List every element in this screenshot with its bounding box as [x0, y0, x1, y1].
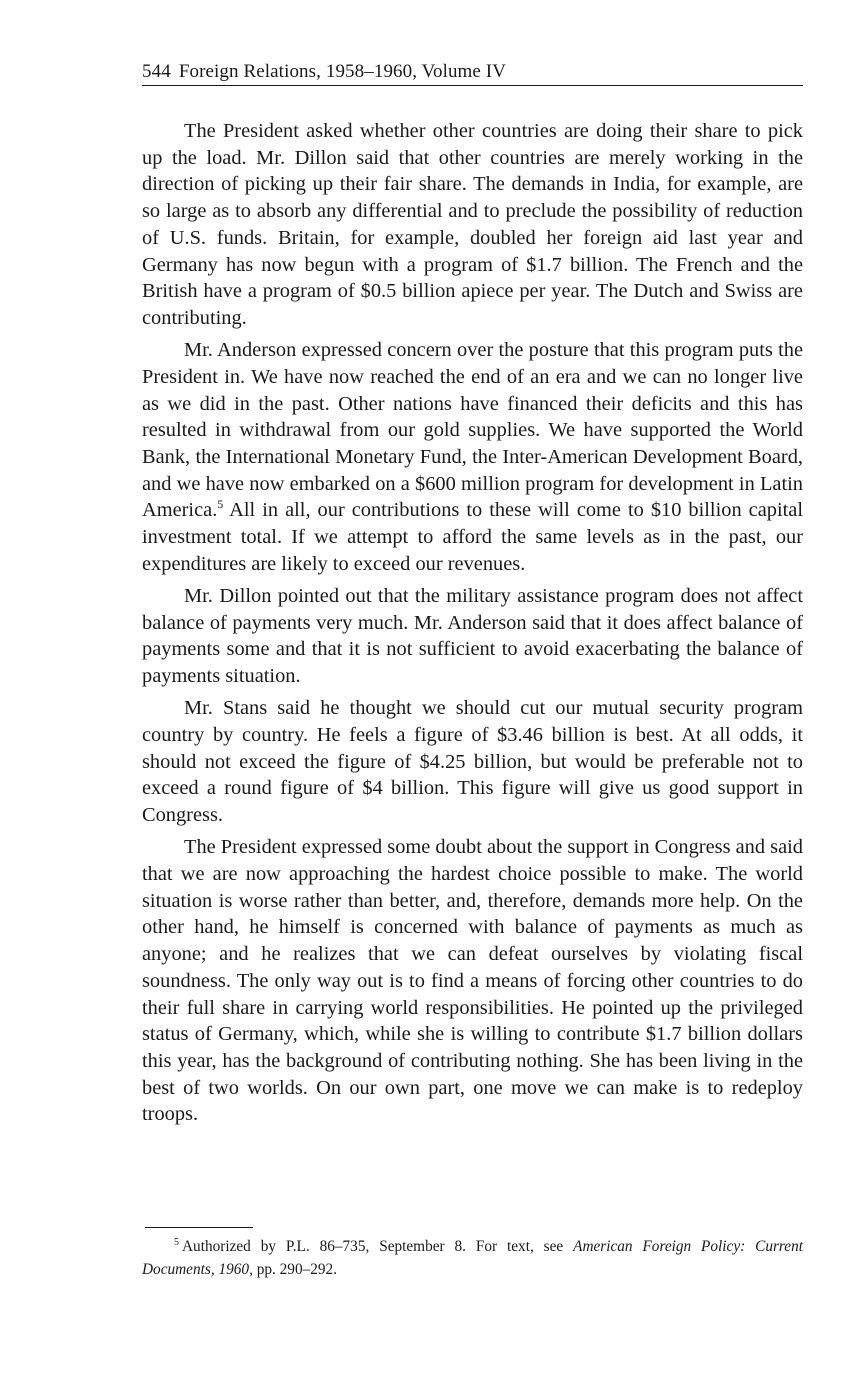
footnote-reference-5: 5: [217, 497, 224, 512]
page-number: 544: [142, 61, 171, 82]
footnote-text-before: Authorized by P.L. 86–735, September 8. For text, see: [182, 1238, 574, 1255]
paragraph-2: [142, 337, 803, 577]
footnote-mark: 5: [174, 1237, 179, 1248]
paragraph-1: The President asked whether other countries are doing their share to pick up the load. Mr. Dillon said that other countries are merely working in the direction of picking up their fair share. The demands in India, for example, are so large as to absorb any differential and to preclude the possibility of reduction of U.S. funds. Britain, for example, doubled her foreign aid last year and Germany has now begun with a program of $1.7 billion. The French and the British have a program of $0.5 billion apiece per year. The Dutch and Swiss are contributing.: [142, 120, 803, 329]
document-page: [142, 60, 803, 1128]
footnote-divider: [145, 1227, 253, 1228]
footnote-5: [142, 1236, 803, 1281]
volume-title: Foreign Relations, 1958–1960, Volume IV: [178, 61, 507, 82]
paragraph-5: The President expressed some doubt about the support in Congress and said that we are now approaching the hardest choice possible to make. The world situation is worse rather than better, and, therefore, demands more help. On the other hand, he himself is concerned with balance of payments as much as anyone; and he realizes that we can defeat ourselves by violating fiscal soundness. The only way out is to find a means of forcing other countries to do their full share in carrying world responsibilities. He pointed up the privileged status of Germany, which, while she is willing to contribute $1.7 billion dollars this year, has the background of contributing nothing. She has been living in the best of two worlds. On our own part, one move we can make is to redeploy troops.: [142, 836, 803, 1126]
paragraph-2-text-after: All in all, our contributions to these will come to $10 billion capital investment total. If we attempt to afford the same levels as in the past, our expenditures are likely to exceed our revenues.: [142, 499, 803, 575]
footnote-source-title: American Foreign Policy: Current Documents, 1960,: [142, 1238, 803, 1278]
paragraph-3: Mr. Dillon pointed out that the military assistance program does not affect balance of payments very much. Mr. Anderson said that it does affect balance of payments some and that it is not sufficient to avoid exacerbating the balance of payments situation.: [142, 584, 803, 688]
body-text: [142, 118, 803, 1128]
running-header: [142, 60, 803, 86]
paragraph-2-text-before: Mr. Anderson expressed concern over the posture that this program puts the President in. We have now reached the end of an era and we can no longer live as we did in the past. Other nations have financed their deficits and this has resulted in withdrawal from our gold supplies. We have supported the World Bank, the International Monetary Fund, the Inter-American Development Board, and we have now embarked on a $600 million program for development in Latin America.: [142, 339, 803, 522]
paragraph-4: Mr. Stans said he thought we should cut our mutual security program country by country. He feels a figure of $3.46 billion is best. At all odds, it should not exceed the figure of $4.25 billion, but would be preferable not to exceed a round figure of $4 billion. This figure will give us good support in Congress.: [142, 697, 803, 827]
footnote-text-after: pp. 290–292.: [252, 1260, 338, 1278]
